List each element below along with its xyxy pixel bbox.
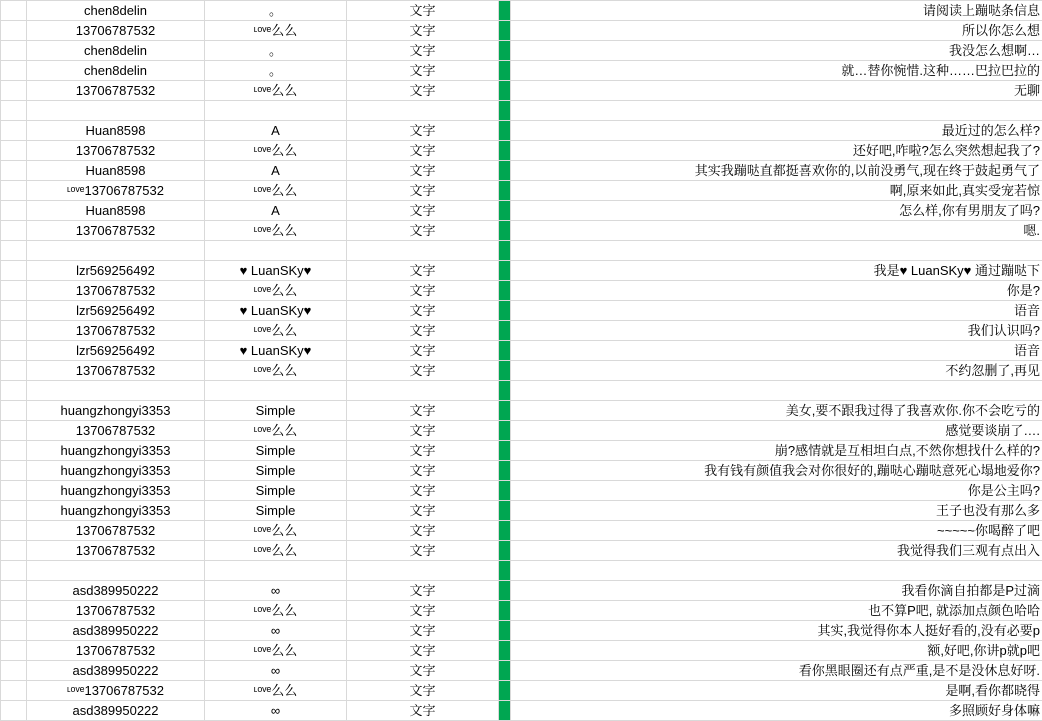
cell-accent-marker bbox=[499, 161, 511, 181]
row-gutter-cell[interactable] bbox=[1, 701, 27, 721]
cell-accent-marker bbox=[499, 541, 511, 561]
cell-message-text[interactable]: 也不算P吧, 就添加点颜色哈哈 bbox=[511, 601, 1042, 621]
cell-message-type[interactable]: 文字 bbox=[347, 701, 499, 721]
cell-nickname[interactable] bbox=[205, 381, 347, 401]
cell-user-id[interactable]: chen8delin bbox=[27, 41, 205, 61]
row-gutter-cell[interactable] bbox=[1, 221, 27, 241]
cell-accent-marker bbox=[499, 701, 511, 721]
cell-accent-marker bbox=[499, 461, 511, 481]
spacer-row bbox=[1, 561, 1042, 581]
cell-message-type[interactable]: 文字 bbox=[347, 481, 499, 501]
cell-user-id[interactable]: ᶫᵒᵛᵉ13706787532 bbox=[27, 681, 205, 701]
table-row bbox=[1, 581, 1042, 601]
cell-user-id[interactable]: asd389950222 bbox=[27, 661, 205, 681]
cell-user-id[interactable]: 13706787532 bbox=[27, 641, 205, 661]
row-gutter-cell[interactable] bbox=[1, 661, 27, 681]
row-gutter-cell[interactable] bbox=[1, 241, 27, 261]
cell-nickname[interactable]: ♥ LuanSKy♥ bbox=[205, 261, 347, 281]
cell-accent-marker bbox=[499, 281, 511, 301]
cell-message-text[interactable]: 不约忽删了,再见 bbox=[511, 361, 1042, 381]
cell-user-id[interactable]: Huan8598 bbox=[27, 161, 205, 181]
cell-message-type[interactable]: 文字 bbox=[347, 201, 499, 221]
cell-message-text[interactable]: 语音 bbox=[511, 341, 1042, 361]
cell-nickname[interactable]: ♥ LuanSKy♥ bbox=[205, 301, 347, 321]
cell-user-id[interactable]: 13706787532 bbox=[27, 321, 205, 341]
cell-message-type[interactable]: 文字 bbox=[347, 221, 499, 241]
cell-user-id[interactable]: asd389950222 bbox=[27, 701, 205, 721]
table-row bbox=[1, 141, 1042, 161]
row-gutter-cell[interactable] bbox=[1, 601, 27, 621]
cell-accent-marker bbox=[499, 641, 511, 661]
table-row bbox=[1, 21, 1042, 41]
table-row bbox=[1, 481, 1042, 501]
table-row bbox=[1, 521, 1042, 541]
cell-user-id[interactable]: 13706787532 bbox=[27, 361, 205, 381]
spacer-row bbox=[1, 381, 1042, 401]
table-row bbox=[1, 181, 1042, 201]
cell-accent-marker bbox=[499, 401, 511, 421]
cell-nickname[interactable]: Simple bbox=[205, 461, 347, 481]
cell-message-text[interactable]: 崩?感情就是互相坦白点,不然你想找什么样的? bbox=[511, 441, 1042, 461]
cell-message-text[interactable]: 怎么样,你有男朋友了吗? bbox=[511, 201, 1042, 221]
cell-accent-marker bbox=[499, 661, 511, 681]
cell-accent-marker bbox=[499, 381, 511, 401]
cell-message-type[interactable]: 文字 bbox=[347, 121, 499, 141]
cell-nickname[interactable]: ᶫᵒᵛᵉ么么 bbox=[205, 281, 347, 301]
table-row bbox=[1, 321, 1042, 341]
table-row bbox=[1, 461, 1042, 481]
table-row bbox=[1, 81, 1042, 101]
cell-message-type[interactable]: 文字 bbox=[347, 181, 499, 201]
cell-message-text[interactable]: 我看你滴自拍都是P过滴 bbox=[511, 581, 1042, 601]
cell-nickname[interactable]: 。 bbox=[205, 41, 347, 61]
cell-accent-marker bbox=[499, 241, 511, 261]
cell-message-text[interactable] bbox=[511, 381, 1042, 401]
cell-nickname[interactable]: A bbox=[205, 121, 347, 141]
cell-message-type[interactable]: 文字 bbox=[347, 501, 499, 521]
cell-message-text[interactable] bbox=[511, 561, 1042, 581]
cell-message-type[interactable]: 文字 bbox=[347, 661, 499, 681]
cell-message-type[interactable]: 文字 bbox=[347, 681, 499, 701]
cell-message-type[interactable]: 文字 bbox=[347, 1, 499, 21]
cell-message-type[interactable]: 文字 bbox=[347, 281, 499, 301]
cell-message-text[interactable]: 我是♥ LuanSKy♥ 通过蹦哒下 bbox=[511, 261, 1042, 281]
row-gutter-cell[interactable] bbox=[1, 421, 27, 441]
table-row bbox=[1, 421, 1042, 441]
cell-user-id[interactable]: 13706787532 bbox=[27, 541, 205, 561]
cell-message-type[interactable]: 文字 bbox=[347, 581, 499, 601]
cell-message-text[interactable]: 所以你怎么想 bbox=[511, 21, 1042, 41]
cell-message-text[interactable]: 额,好吧,你讲p就p吧 bbox=[511, 641, 1042, 661]
cell-message-text[interactable]: 啊,原来如此,真实受宠若惊 bbox=[511, 181, 1042, 201]
cell-message-text[interactable]: 我觉得我们三观有点出入 bbox=[511, 541, 1042, 561]
cell-message-type[interactable]: 文字 bbox=[347, 361, 499, 381]
row-gutter-cell[interactable] bbox=[1, 521, 27, 541]
cell-user-id[interactable]: lzr569256492 bbox=[27, 341, 205, 361]
cell-accent-marker bbox=[499, 21, 511, 41]
table-row bbox=[1, 601, 1042, 621]
row-gutter-cell[interactable] bbox=[1, 1, 27, 21]
row-gutter-cell[interactable] bbox=[1, 21, 27, 41]
cell-accent-marker bbox=[499, 81, 511, 101]
cell-message-text[interactable]: 看你黑眼圈还有点严重,是不是没休息好呀. bbox=[511, 661, 1042, 681]
row-gutter-cell[interactable] bbox=[1, 121, 27, 141]
row-gutter-cell[interactable] bbox=[1, 681, 27, 701]
table-row bbox=[1, 161, 1042, 181]
spreadsheet-body bbox=[1, 1, 1042, 721]
cell-accent-marker bbox=[499, 261, 511, 281]
spacer-row bbox=[1, 101, 1042, 121]
cell-user-id[interactable]: 13706787532 bbox=[27, 141, 205, 161]
cell-message-text[interactable]: 还好吧,咋啦?怎么突然想起我了? bbox=[511, 141, 1042, 161]
cell-message-text[interactable]: 其实我蹦哒直都挺喜欢你的,以前没勇气,现在终于鼓起勇气了 bbox=[511, 161, 1042, 181]
cell-nickname[interactable]: ᶫᵒᵛᵉ么么 bbox=[205, 81, 347, 101]
table-row bbox=[1, 261, 1042, 281]
cell-user-id[interactable]: huangzhongyi3353 bbox=[27, 441, 205, 461]
cell-accent-marker bbox=[499, 441, 511, 461]
cell-message-text[interactable]: ~~~~~你喝醉了吧 bbox=[511, 521, 1042, 541]
table-row bbox=[1, 361, 1042, 381]
cell-user-id[interactable]: 13706787532 bbox=[27, 221, 205, 241]
cell-accent-marker bbox=[499, 561, 511, 581]
cell-nickname[interactable]: ♥ LuanSKy♥ bbox=[205, 341, 347, 361]
row-gutter-cell[interactable] bbox=[1, 301, 27, 321]
cell-accent-marker bbox=[499, 341, 511, 361]
cell-nickname[interactable]: ᶫᵒᵛᵉ么么 bbox=[205, 361, 347, 381]
cell-nickname[interactable]: ᶫᵒᵛᵉ么么 bbox=[205, 21, 347, 41]
table-row bbox=[1, 401, 1042, 421]
cell-user-id[interactable] bbox=[27, 241, 205, 261]
row-gutter-cell[interactable] bbox=[1, 561, 27, 581]
table-row bbox=[1, 661, 1042, 681]
table-row bbox=[1, 541, 1042, 561]
table-row bbox=[1, 301, 1042, 321]
cell-accent-marker bbox=[499, 481, 511, 501]
cell-user-id[interactable]: 13706787532 bbox=[27, 521, 205, 541]
cell-message-text[interactable]: 我有钱有颜值我会对你很好的,蹦哒心蹦哒意死心塌地爱你? bbox=[511, 461, 1042, 481]
cell-message-type[interactable]: 文字 bbox=[347, 41, 499, 61]
row-gutter-cell[interactable] bbox=[1, 621, 27, 641]
cell-message-text[interactable]: 我们认识吗? bbox=[511, 321, 1042, 341]
cell-accent-marker bbox=[499, 1, 511, 21]
cell-accent-marker bbox=[499, 301, 511, 321]
row-gutter-cell[interactable] bbox=[1, 321, 27, 341]
spacer-row bbox=[1, 241, 1042, 261]
row-gutter-cell[interactable] bbox=[1, 341, 27, 361]
cell-nickname[interactable]: A bbox=[205, 161, 347, 181]
cell-user-id[interactable]: Huan8598 bbox=[27, 201, 205, 221]
cell-user-id[interactable] bbox=[27, 381, 205, 401]
cell-nickname[interactable]: A bbox=[205, 201, 347, 221]
row-gutter-cell[interactable] bbox=[1, 41, 27, 61]
cell-accent-marker bbox=[499, 101, 511, 121]
cell-user-id[interactable]: 13706787532 bbox=[27, 601, 205, 621]
cell-nickname[interactable]: ᶫᵒᵛᵉ么么 bbox=[205, 641, 347, 661]
row-gutter-cell[interactable] bbox=[1, 481, 27, 501]
cell-accent-marker bbox=[499, 61, 511, 81]
table-row bbox=[1, 621, 1042, 641]
cell-message-text[interactable]: 你是? bbox=[511, 281, 1042, 301]
cell-nickname[interactable]: 。 bbox=[205, 1, 347, 21]
cell-message-text[interactable]: 感觉要谈崩了…. bbox=[511, 421, 1042, 441]
cell-accent-marker bbox=[499, 181, 511, 201]
cell-message-type[interactable] bbox=[347, 241, 499, 261]
row-gutter-cell[interactable] bbox=[1, 261, 27, 281]
cell-message-type[interactable]: 文字 bbox=[347, 141, 499, 161]
cell-nickname[interactable]: ∞ bbox=[205, 701, 347, 721]
row-gutter-cell[interactable] bbox=[1, 581, 27, 601]
cell-nickname[interactable]: ∞ bbox=[205, 581, 347, 601]
table-row bbox=[1, 61, 1042, 81]
cell-message-text[interactable]: 嗯. bbox=[511, 221, 1042, 241]
cell-accent-marker bbox=[499, 201, 511, 221]
cell-nickname[interactable]: ᶫᵒᵛᵉ么么 bbox=[205, 601, 347, 621]
cell-accent-marker bbox=[499, 581, 511, 601]
table-row bbox=[1, 681, 1042, 701]
cell-message-text[interactable] bbox=[511, 241, 1042, 261]
table-row bbox=[1, 281, 1042, 301]
cell-nickname[interactable] bbox=[205, 241, 347, 261]
cell-user-id[interactable]: 13706787532 bbox=[27, 421, 205, 441]
row-gutter-cell[interactable] bbox=[1, 181, 27, 201]
table-row bbox=[1, 121, 1042, 141]
cell-user-id[interactable]: Huan8598 bbox=[27, 121, 205, 141]
row-gutter-cell[interactable] bbox=[1, 61, 27, 81]
row-gutter-cell[interactable] bbox=[1, 401, 27, 421]
table-row bbox=[1, 221, 1042, 241]
row-gutter-cell[interactable] bbox=[1, 641, 27, 661]
cell-accent-marker bbox=[499, 41, 511, 61]
cell-message-type[interactable]: 文字 bbox=[347, 601, 499, 621]
cell-message-type[interactable]: 文字 bbox=[347, 421, 499, 441]
cell-nickname[interactable]: ᶫᵒᵛᵉ么么 bbox=[205, 521, 347, 541]
cell-message-text[interactable]: 语音 bbox=[511, 301, 1042, 321]
cell-nickname[interactable]: Simple bbox=[205, 401, 347, 421]
cell-nickname[interactable]: Simple bbox=[205, 501, 347, 521]
cell-message-text[interactable]: 无聊 bbox=[511, 81, 1042, 101]
cell-nickname[interactable]: ᶫᵒᵛᵉ么么 bbox=[205, 141, 347, 161]
cell-message-text[interactable]: 是啊,看你都晓得 bbox=[511, 681, 1042, 701]
row-gutter-cell[interactable] bbox=[1, 161, 27, 181]
cell-user-id[interactable]: asd389950222 bbox=[27, 621, 205, 641]
cell-accent-marker bbox=[499, 361, 511, 381]
cell-nickname[interactable]: ᶫᵒᵛᵉ么么 bbox=[205, 221, 347, 241]
cell-accent-marker bbox=[499, 421, 511, 441]
table-row bbox=[1, 1, 1042, 21]
cell-message-type[interactable]: 文字 bbox=[347, 341, 499, 361]
table-row bbox=[1, 41, 1042, 61]
cell-nickname[interactable]: ∞ bbox=[205, 661, 347, 681]
cell-message-type[interactable]: 文字 bbox=[347, 261, 499, 281]
cell-user-id[interactable]: 13706787532 bbox=[27, 21, 205, 41]
cell-nickname[interactable]: ᶫᵒᵛᵉ么么 bbox=[205, 321, 347, 341]
cell-nickname[interactable]: 。 bbox=[205, 61, 347, 81]
table-row bbox=[1, 341, 1042, 361]
cell-message-type[interactable]: 文字 bbox=[347, 161, 499, 181]
cell-message-text[interactable]: 就…替你惋惜.这种……巴拉巴拉的 bbox=[511, 61, 1042, 81]
row-gutter-cell[interactable] bbox=[1, 281, 27, 301]
row-gutter-cell[interactable] bbox=[1, 501, 27, 521]
cell-user-id[interactable]: 13706787532 bbox=[27, 281, 205, 301]
cell-nickname[interactable]: Simple bbox=[205, 481, 347, 501]
row-gutter-cell[interactable] bbox=[1, 201, 27, 221]
cell-user-id[interactable]: huangzhongyi3353 bbox=[27, 501, 205, 521]
cell-accent-marker bbox=[499, 521, 511, 541]
row-gutter-cell[interactable] bbox=[1, 461, 27, 481]
cell-user-id[interactable] bbox=[27, 561, 205, 581]
cell-user-id[interactable]: chen8delin bbox=[27, 61, 205, 81]
cell-user-id[interactable] bbox=[27, 101, 205, 121]
cell-user-id[interactable]: ᶫᵒᵛᵉ13706787532 bbox=[27, 181, 205, 201]
table-row bbox=[1, 201, 1042, 221]
row-gutter-cell[interactable] bbox=[1, 141, 27, 161]
cell-nickname[interactable]: ᶫᵒᵛᵉ么么 bbox=[205, 181, 347, 201]
cell-user-id[interactable]: asd389950222 bbox=[27, 581, 205, 601]
cell-accent-marker bbox=[499, 141, 511, 161]
cell-accent-marker bbox=[499, 621, 511, 641]
row-gutter-cell[interactable] bbox=[1, 361, 27, 381]
cell-nickname[interactable]: Simple bbox=[205, 441, 347, 461]
cell-message-text[interactable]: 王子也没有那么多 bbox=[511, 501, 1042, 521]
row-gutter-cell[interactable] bbox=[1, 541, 27, 561]
cell-message-type[interactable]: 文字 bbox=[347, 321, 499, 341]
cell-message-type[interactable]: 文字 bbox=[347, 541, 499, 561]
cell-user-id[interactable]: chen8delin bbox=[27, 1, 205, 21]
cell-accent-marker bbox=[499, 681, 511, 701]
cell-nickname[interactable]: ᶫᵒᵛᵉ么么 bbox=[205, 421, 347, 441]
cell-nickname[interactable]: ∞ bbox=[205, 621, 347, 641]
cell-message-text[interactable]: 你是公主吗? bbox=[511, 481, 1042, 501]
cell-accent-marker bbox=[499, 121, 511, 141]
cell-user-id[interactable]: huangzhongyi3353 bbox=[27, 461, 205, 481]
cell-message-type[interactable]: 文字 bbox=[347, 301, 499, 321]
cell-user-id[interactable]: lzr569256492 bbox=[27, 301, 205, 321]
cell-user-id[interactable]: huangzhongyi3353 bbox=[27, 401, 205, 421]
table-row bbox=[1, 441, 1042, 461]
row-gutter-cell[interactable] bbox=[1, 81, 27, 101]
table-row bbox=[1, 501, 1042, 521]
cell-accent-marker bbox=[499, 601, 511, 621]
cell-message-text[interactable]: 请阅读上蹦哒条信息 bbox=[511, 1, 1042, 21]
cell-message-type[interactable]: 文字 bbox=[347, 21, 499, 41]
cell-message-type[interactable]: 文字 bbox=[347, 621, 499, 641]
table-row bbox=[1, 701, 1042, 721]
cell-nickname[interactable] bbox=[205, 101, 347, 121]
cell-message-text[interactable] bbox=[511, 101, 1042, 121]
cell-nickname[interactable]: ᶫᵒᵛᵉ么么 bbox=[205, 541, 347, 561]
cell-user-id[interactable]: lzr569256492 bbox=[27, 261, 205, 281]
cell-message-type[interactable]: 文字 bbox=[347, 521, 499, 541]
cell-message-type[interactable]: 文字 bbox=[347, 461, 499, 481]
row-gutter-cell[interactable] bbox=[1, 441, 27, 461]
cell-message-text[interactable]: 我没怎么想啊… bbox=[511, 41, 1042, 61]
cell-user-id[interactable]: 13706787532 bbox=[27, 81, 205, 101]
cell-message-text[interactable]: 多照顾好身体嘛 bbox=[511, 701, 1042, 721]
cell-user-id[interactable]: huangzhongyi3353 bbox=[27, 481, 205, 501]
cell-message-type[interactable] bbox=[347, 381, 499, 401]
cell-message-type[interactable]: 文字 bbox=[347, 641, 499, 661]
table-row bbox=[1, 641, 1042, 661]
cell-message-text[interactable]: 美女,要不跟我过得了我喜欢你.你不会吃亏的 bbox=[511, 401, 1042, 421]
cell-message-type[interactable]: 文字 bbox=[347, 61, 499, 81]
cell-accent-marker bbox=[499, 321, 511, 341]
row-gutter-cell[interactable] bbox=[1, 381, 27, 401]
cell-message-text[interactable]: 其实,我觉得你本人挺好看的,没有必要p bbox=[511, 621, 1042, 641]
cell-accent-marker bbox=[499, 501, 511, 521]
cell-nickname[interactable] bbox=[205, 561, 347, 581]
cell-nickname[interactable]: ᶫᵒᵛᵉ么么 bbox=[205, 681, 347, 701]
cell-message-type[interactable] bbox=[347, 101, 499, 121]
cell-message-type[interactable]: 文字 bbox=[347, 401, 499, 421]
cell-message-type[interactable]: 文字 bbox=[347, 81, 499, 101]
cell-message-type[interactable]: 文字 bbox=[347, 441, 499, 461]
cell-accent-marker bbox=[499, 221, 511, 241]
cell-message-type[interactable] bbox=[347, 561, 499, 581]
cell-message-text[interactable]: 最近过的怎么样? bbox=[511, 121, 1042, 141]
row-gutter-cell[interactable] bbox=[1, 101, 27, 121]
